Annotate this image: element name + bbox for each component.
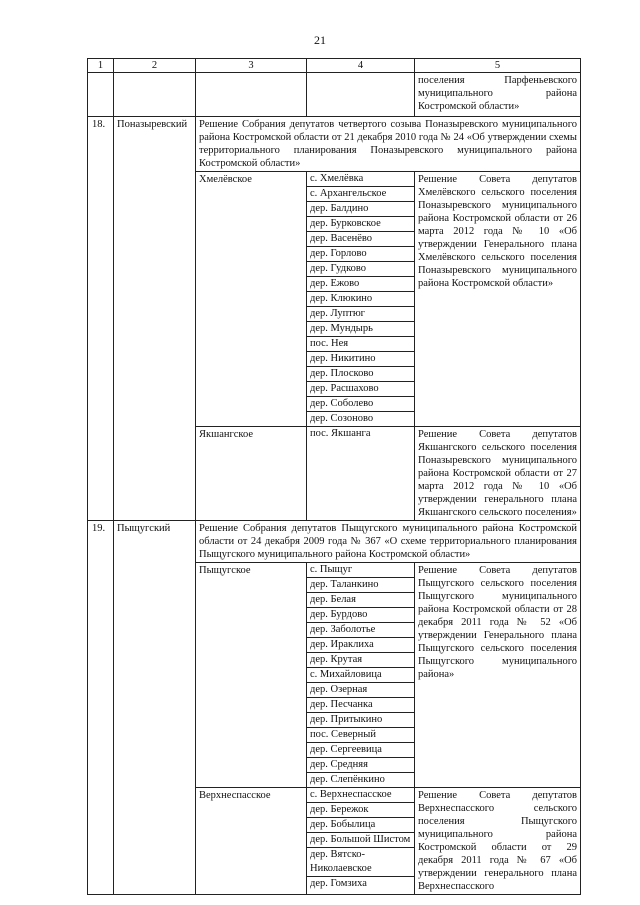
village-item: дер. Горлово <box>307 246 414 261</box>
district-decision: Решение Собрания депутатов четвертого созыва Поназыревского муниципального района Костромской области от 21 декабря 2010 года № 24 «Об утверждении схемы территориального планирования Поназыревского муниципального района Костромской области» <box>196 117 581 172</box>
settlement-name: Хмелёвское <box>196 172 307 427</box>
village-list <box>307 788 415 895</box>
header-cell: 2 <box>114 59 196 73</box>
settlement-resolution: Решение Совета депутатов Якшангского сельского поселения Поназыревского муниципального района Костромской области от 27 марта 2012 года № 10 «Об утверждении генерального плана Якшангского сельского поселения» <box>415 427 581 521</box>
village-item: дер. Созоново <box>307 411 414 426</box>
row-number: 19. <box>88 521 114 895</box>
village-item: дер. Бурдово <box>307 607 414 622</box>
continuation-row <box>88 73 581 117</box>
village-item: дер. Клюкино <box>307 291 414 306</box>
village-item: дер. Соболево <box>307 396 414 411</box>
village-item: дер. Песчанка <box>307 697 414 712</box>
village-item: дер. Слепёнкино <box>307 772 414 787</box>
row-number: 18. <box>88 117 114 521</box>
village-item: с. Архангельское <box>307 186 414 201</box>
header-cell: 4 <box>307 59 415 73</box>
village-item: пос. Нея <box>307 336 414 351</box>
village-item: дер. Белая <box>307 592 414 607</box>
village-item: дер. Вятско-Николаевское <box>307 847 414 876</box>
header-cell: 5 <box>415 59 581 73</box>
village-item: дер. Ежово <box>307 276 414 291</box>
village-item: дер. Таланкино <box>307 577 414 592</box>
continuation-resolution: поселения Парфеньевского муниципального района Костромской области» <box>415 73 581 117</box>
village-item: пос. Северный <box>307 727 414 742</box>
village-item: с. Хмелёвка <box>310 173 364 184</box>
village-list <box>307 563 415 788</box>
village-item: дер. Бобылица <box>307 817 414 832</box>
village-item: с. Верхнеспасское <box>310 789 392 800</box>
village-item: дер. Мундырь <box>307 321 414 336</box>
district-name: Поназыревский <box>114 117 196 521</box>
settlement-resolution: Решение Совета депутатов Верхнеспасского сельского поселения Пыщугского муниципального района Костромской области от 29 декабря 2011 года № 67 «Об утверждении генерального плана Верхнеспасского <box>415 788 581 895</box>
village-item: дер. Озерная <box>307 682 414 697</box>
header-cell: 1 <box>88 59 114 73</box>
village-item: пос. Якшанга <box>310 428 371 439</box>
settlement-name: Верхнеспасское <box>196 788 307 895</box>
header-cell: 3 <box>196 59 307 73</box>
village-item: дер. Большой Шистом <box>307 832 414 847</box>
settlement-name: Пыщугское <box>196 563 307 788</box>
village-item: дер. Луптюг <box>307 306 414 321</box>
village-item: с. Михайловица <box>307 667 414 682</box>
village-item: дер. Плосково <box>307 366 414 381</box>
village-item: дер. Заболотье <box>307 622 414 637</box>
settlement-resolution: Решение Совета депутатов Пыщугского сельского поселения Пыщугского муниципального района Костромской области от 28 декабря 2011 года № 52 «Об утверждении Генерального плана Пыщугского сельского поселения Пыщугского муниципального района» <box>415 563 581 788</box>
village-list <box>307 172 415 427</box>
page-number: 21 <box>314 33 326 47</box>
table-header-row <box>88 59 581 73</box>
village-item: дер. Балдино <box>307 201 414 216</box>
village-item: дер. Васенёво <box>307 231 414 246</box>
village-item: дер. Бережок <box>307 802 414 817</box>
village-item: дер. Никитино <box>307 351 414 366</box>
village-item: дер. Расшахово <box>307 381 414 396</box>
settlement-name: Якшангское <box>196 427 307 521</box>
village-item: с. Пыщуг <box>310 564 353 575</box>
village-item: дер. Бурковское <box>307 216 414 231</box>
village-item: дер. Крутая <box>307 652 414 667</box>
table-row <box>88 521 581 563</box>
district-decision: Решение Собрания депутатов Пыщугского муниципального района Костромской области от 24 декабря 2009 года № 367 «О схеме территориального планирования Пыщугского муниципального района Костромской области» <box>196 521 581 563</box>
village-item: дер. Гудково <box>307 261 414 276</box>
village-item: дер. Гомзиха <box>307 876 414 891</box>
village-item: дер. Средняя <box>307 757 414 772</box>
village-item: дер. Ираклиха <box>307 637 414 652</box>
document-table-wrapper <box>87 58 580 895</box>
territorial-planning-table <box>87 58 581 895</box>
village-list <box>307 427 415 521</box>
settlement-resolution: Решение Совета депутатов Хмелёвского сельского поселения Поназыревского муниципального района Костромской области от 26 марта 2012 года № 10 «Об утверждении Генерального плана Хмелёвского сельского поселения Поназыревского муниципального района Костромской области» <box>415 172 581 427</box>
district-name: Пыщугский <box>114 521 196 895</box>
village-item: дер. Притыкино <box>307 712 414 727</box>
table-row <box>88 117 581 172</box>
village-item: дер. Сергеевица <box>307 742 414 757</box>
